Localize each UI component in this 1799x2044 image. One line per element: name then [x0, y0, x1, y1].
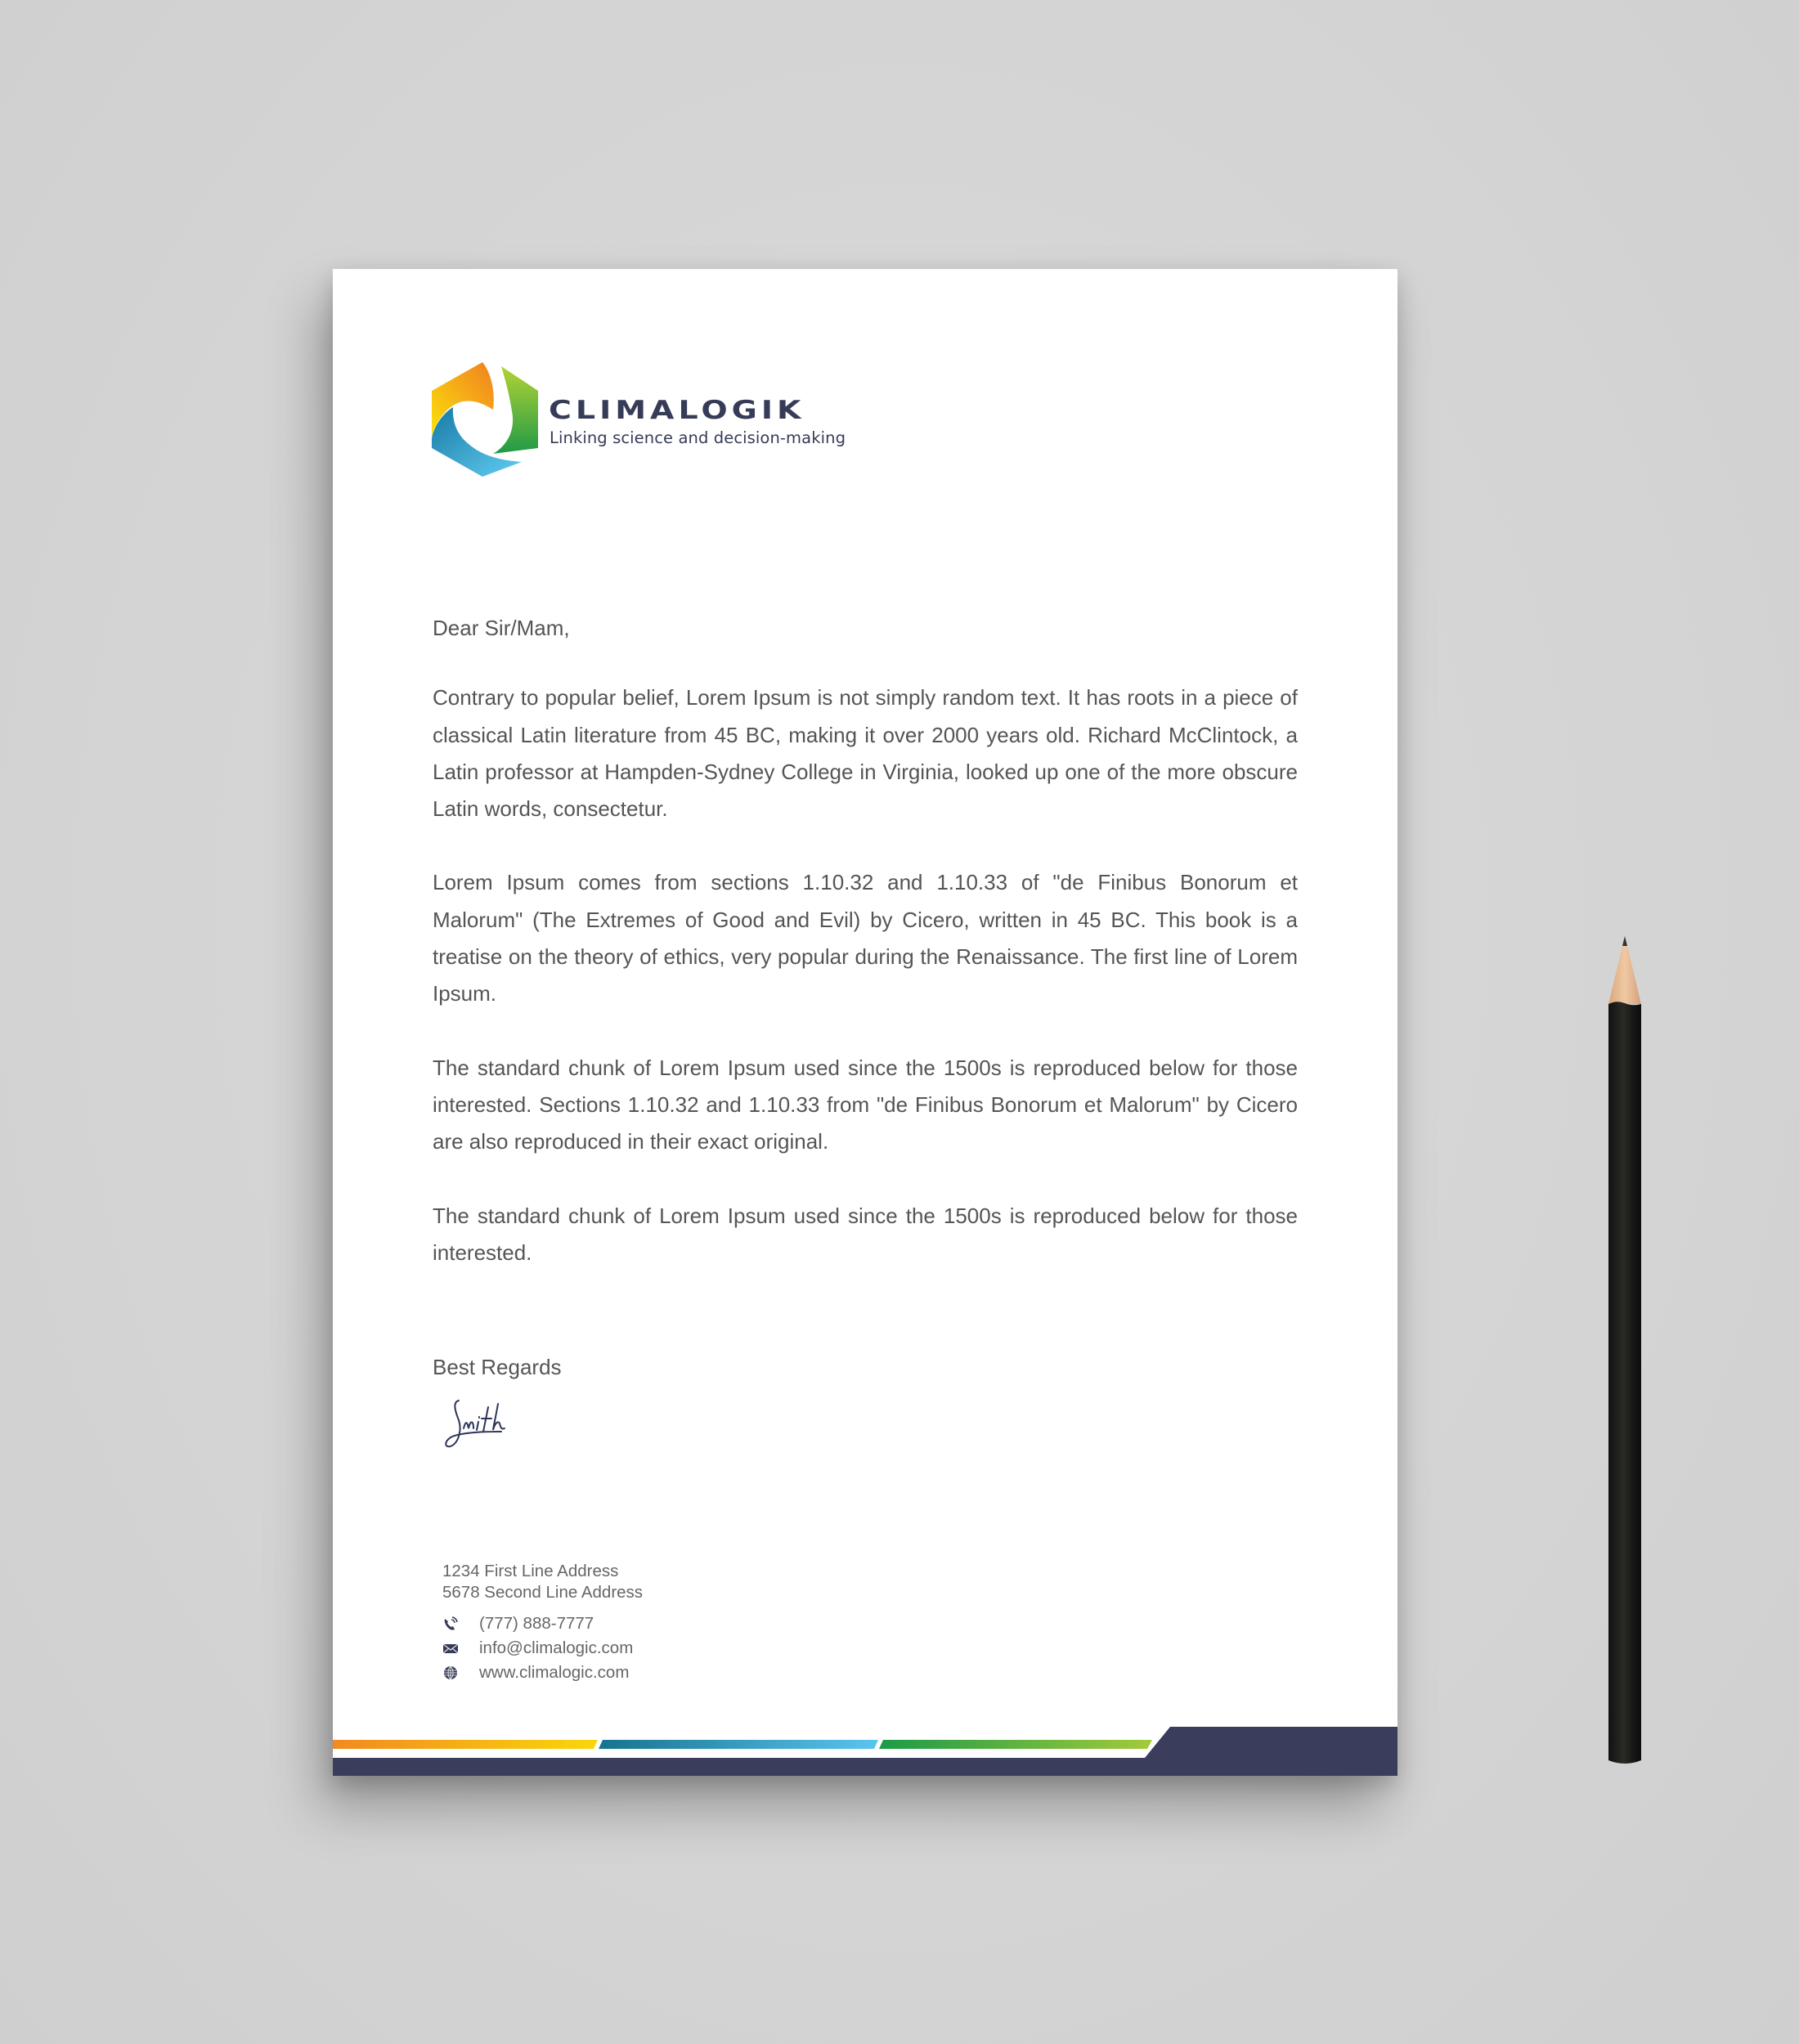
letter-body — [433, 610, 1298, 1308]
phone-number: (777) 888-7777 — [479, 1614, 594, 1633]
contact-block — [442, 1561, 643, 1685]
pencil — [1608, 936, 1641, 1766]
signature-scribble-icon — [441, 1396, 531, 1453]
website-url: www.climalogic.com — [479, 1663, 630, 1682]
phone-icon — [442, 1616, 459, 1631]
greeting: Dear Sir/Mam, — [433, 616, 570, 640]
paragraph: Lorem Ipsum comes from sections 1.10.32 and 1.10.33 of "de Finibus Bonorum et Malorum" (The Extremes of Good and Evil) by Cicero, written in 45 BC. This book is a treatise on the theory of ethics, very popular during the Renaissance. The first line of Lorem Ipsum. — [433, 870, 1298, 1006]
brand-name: CLIMALOGIK — [549, 395, 805, 425]
brand-logo — [432, 361, 890, 483]
address-line-1: 1234 First Line Address — [442, 1562, 619, 1580]
paragraph: The standard chunk of Lorem Ipsum used since the 1500s is reproduced below for those interested. — [433, 1203, 1298, 1265]
mail-icon — [442, 1641, 459, 1656]
brand-tagline: Linking science and decision-making — [550, 428, 846, 447]
paragraph: The standard chunk of Lorem Ipsum used since the 1500s is reproduced below for those interested. Sections 1.10.32 and 1.10.33 from "de Finibus Bonorum et Malorum" by Cicero are also reproduced in their exact original. — [433, 1055, 1298, 1154]
signature — [441, 1396, 531, 1453]
email-address: info@climalogic.com — [479, 1638, 634, 1657]
contact-website — [442, 1661, 643, 1685]
contact-phone — [442, 1611, 643, 1636]
globe-icon — [442, 1665, 459, 1680]
hexagon-logo-icon — [432, 362, 538, 477]
address-line-2: 5678 Second Line Address — [442, 1583, 644, 1602]
letterhead-paper — [333, 269, 1397, 1776]
paragraph: Contrary to popular belief, Lorem Ipsum is not simply random text. It has roots in a piece of classical Latin literature from 45 BC, making it over 2000 years old. Richard McClintock, a Latin professor at Hampden-Sydney College in Virginia, looked up one of the more obscure Latin words, consectetur. — [433, 685, 1298, 822]
footer-stripes — [333, 1727, 1397, 1776]
closing: Best Regards — [433, 1355, 562, 1379]
contact-email — [442, 1636, 643, 1661]
pencil-icon — [1608, 936, 1641, 1766]
